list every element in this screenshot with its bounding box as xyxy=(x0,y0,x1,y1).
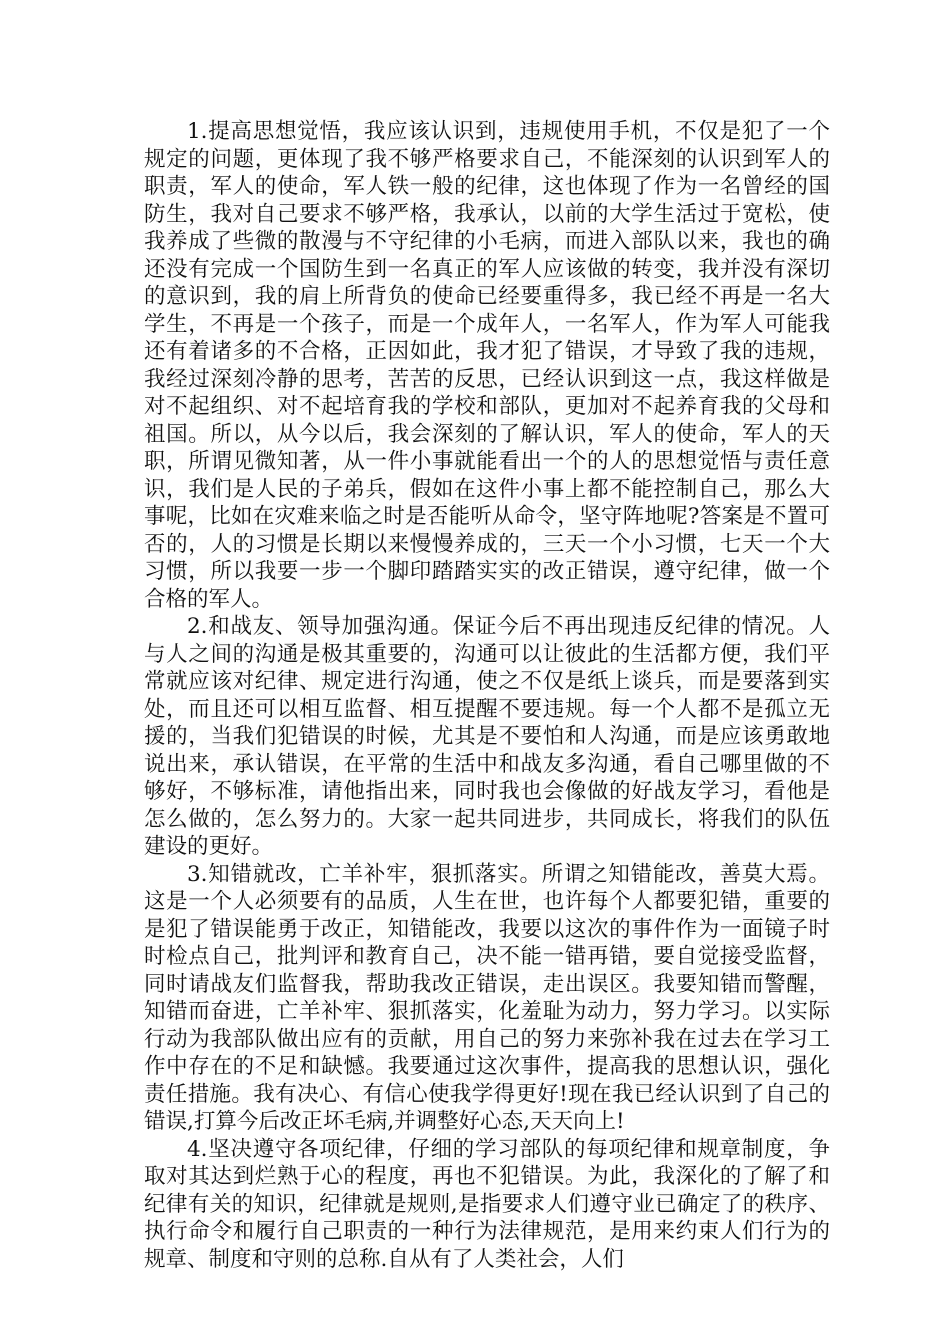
paragraph-2: 2.和战友、领导加强沟通。保证今后不再出现违反纪律的情况。人与人之间的沟通是极其重要的，沟通可以让彼此的生活都方便，我们平常就应该对纪律、规定进行沟通，使之不仅是纸上谈兵，而是要落到实处，而且还可以相互监督、相互提醒不要违规。每一个人都不是孤立无援的，当我们犯错误的时候，尤其是不要怕和人沟通，而是应该勇敢地说出来，承认错误，在平常的生活中和战友多沟通，看自己哪里做的不够好，不够标准，请他指出来，同时我也会像做的好战友学习，看他是怎么做的，怎么努力的。大家一起共同进步，共同成长，将我们的队伍建设的更好。 xyxy=(144,614,830,859)
document-body xyxy=(144,118,830,1273)
paragraph-3: 3.知错就改，亡羊补牢，狠抓落实。所谓之知错能改，善莫大焉。这是一个人必须要有的品质，人生在世，也许每个人都要犯错，重要的是犯了错误能勇于改正，知错能改，我要以这次的事件作为一面镜子时时检点自己，批判评和教育自己，决不能一错再错，要自觉接受监督，同时请战友们监督我，帮助我改正错误，走出误区。我要知错而警醒，知错而奋进，亡羊补牢、狠抓落实，化羞耻为动力，努力学习。以实际行动为我部队做出应有的贡献，用自己的努力来弥补我在过去在学习工作中存在的不足和缺憾。我要通过这次事件，提高我的思想认识，强化责任措施。我有决心、有信心使我学得更好!现在我已经认识到了自己的错误,打算今后改正坏毛病,并调整好心态,天天向上! xyxy=(144,861,830,1134)
paragraph-1: 1.提高思想觉悟，我应该认识到，违规使用手机，不仅是犯了一个规定的问题，更体现了我不够严格要求自己，不能深刻的认识到军人的职责，军人的使命，军人铁一般的纪律，这也体现了作为一名曾经的国防生，我对自己要求不够严格，我承认，以前的大学生活过于宽松，使我养成了些微的散漫与不守纪律的小毛病，而进入部队以来，我也的确还没有完成一个国防生到一名真正的军人应该做的转变，我并没有深切的意识到，我的肩上所背负的使命已经要重得多，我已经不再是一名大学生，不再是一个孩子，而是一个成年人，一名军人，作为军人可能我还有着诸多的不合格，正因如此，我才犯了错误，才导致了我的违规，我经过深刻冷静的思考，苦苦的反思，已经认识到这一点，我这样做是对不起组织、对不起培育我的学校和部队，更加对不起养育我的父母和祖国。所以，从今以后，我会深刻的了解认识，军人的使命，军人的天职，所谓见微知著，从一件小事就能看出一个的人的思想觉悟与责任意识，我们是人民的子弟兵，假如在这件小事上都不能控制自己，那么大事呢，比如在灾难来临之时是否能听从命令，坚守阵地呢?答案是不置可否的，人的习惯是长期以来慢慢养成的，三天一个小习惯，七天一个大习惯，所以我要一步一个脚印踏踏实实的改正错误，遵守纪律，做一个合格的军人。 xyxy=(144,119,830,612)
paragraph-4: 4.坚决遵守各项纪律，仔细的学习部队的每项纪律和规章制度，争取对其达到烂熟于心的程度，再也不犯错误。为此，我深化的了解了和纪律有关的知识，纪律就是规则,是指要求人们遵守业已确定了的秩序、执行命令和履行自己职责的一种行为法律规范，是用来约束人们行为的规章、制度和守则的总称.自从有了人类社会，人们 xyxy=(144,1136,830,1272)
